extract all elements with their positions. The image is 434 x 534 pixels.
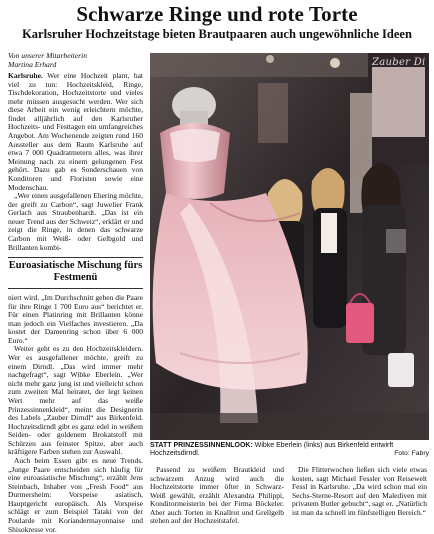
paragraph-1-text: Wer eine Hochzeit plant, hat viel zu tun: Hochzeitskleid, Ringe, Tischdekoration, Hochzeitstorte und vieles mehr müssen ausgesucht werden. Wer sich diese Arbeit ein wenig erleichtern möchte, findet alljährlich auf den Karlsruher Hochzeits- und Festtagen ein umfangreiches Angebot. Am Wochenende zeigten rund 160 Aussteller aus dem Raum Karlsruhe auf etwa 7 000 Quadratmetern alles, was ihrer Meinung nach zu einem gelungenen Fest gehört. Dazu gab es Sonderschauen von Konditoren und Floristen sowie eine Modenschau. [8,71,143,192]
caption-kicker: STATT PRINZESSINNENLOOK: [150,442,253,449]
photo-caption [150,442,429,459]
headline: Schwarze Ringe und rote Torte [76,2,358,26]
article-column-1-bottom [8,294,143,534]
article-column-2 [150,466,284,526]
photo [150,53,429,440]
byline [8,51,143,69]
byline-author: Martina Erhard [8,60,57,69]
paragraph-5: Auch beim Essen gibt es neue Trends. „Junge Paare entscheiden sich häufig für eine euroasiatische Mischung“, erzählt Jens Steinbach, Inhaber von „Fresh Food“ aus Durmersheim: Vorspeise asiatisch, Hauptgericht europäisch. Als Vorspeise schlägt er zum Beispiel Tataki von der Poularde mit Koriandermayonnaise und Shisokresse vor. [8,455,143,534]
paragraph-2: „Wer einen ausgefallenen Ehering möchte, der greift zu Carbon“, sagt Juwelier Frank Gerlach aus Straubenhardt. „Das ist ein neuer Trend aus der Schweiz“, erklärt er und zeigt die Ringe, in denen das schwarze Carbon mit Weiß- oder Gelbgold und Brillanten kombi- [8,191,143,252]
article-column-3 [292,466,427,517]
box-rule-top [8,257,143,258]
box-heading: Euroasiatische Mischung fürs Festmenü [8,260,143,283]
paragraph-6: Passend zu weißem Brautkleid und schwarzem Anzug wird auch die Hochzeitstorte immer öfter in Schwarz-Weiß gewählt, erzählt Alexandra Philippi, Konditormeisterin bei der Firma Böckeler. Aber auch Torten in Knallrot und Grellgelb stehen auf der Hochzeitstafel. [150,465,284,526]
caption-text: Wibke Eberlein (links) aus Birkenfeld entwirft Hochzeitsdirndl. [150,442,394,458]
paragraph-3: niert wird. „Im Durchschnitt geben die Paare für ihre Ringe 1 700 Euro aus“ berichtet er. Für einen Platinring mit Brillanten könne man jedoch ein Vielfaches investieren. „Da kostet der Damenring schon über 6 000 Euro.“ [8,293,143,345]
photo-credit: Foto: Fabry [394,450,429,458]
paragraph-7: Die Flitterwochen ließen sich viele etwas kosten, sagt Michael Fessler von Reisewelt Fessl in Karlsruhe. „Da wird schon mal ein Sechs-Sterne-Resort auf den Malediven mit privatem Butler gebucht“, sagt er. „Natürlich ist man da schnell im fünfstelligen Bereich.“ [292,465,427,517]
box-rule-bottom [8,288,143,289]
subheadline: Karlsruher Hochzeitstage bieten Brautpaaren auch ungewöhnliche Ideen [22,27,412,41]
paragraph-4: Weiter geht es zu den Hochzeitskleidern. Wer es ausgefallener möchte, greift zu einem Dirndl. „Das wird immer mehr nachgefragt“, sagt Wibke Eberlein. „Wer nicht mehr ganz jung ist und vielleicht schon zum zweiten Mal heiratet, der legt keinen Wert mehr auf das weiße Prinzessinnenkleid“, meint die Designerin des Labels „Zauber Dirndl“ aus Birkenfeld. Hochzeitsdirndl gibt es ganz edel in weißem Seiden- oder goldenem Brokatstoff mit Schürzen aus feinster Spitze, aber auch kräftigere Farben stehen zur Auswahl. [8,344,143,457]
brand-sign-text: Zauber Di [372,57,426,68]
byline-line-1: Von unserer Mitarbeiterin [8,51,88,60]
article-column-1-top [8,72,143,252]
city-dateline: Karlsruhe. [8,71,43,80]
paragraph-1 [8,72,143,192]
photo-illustration [150,53,429,440]
